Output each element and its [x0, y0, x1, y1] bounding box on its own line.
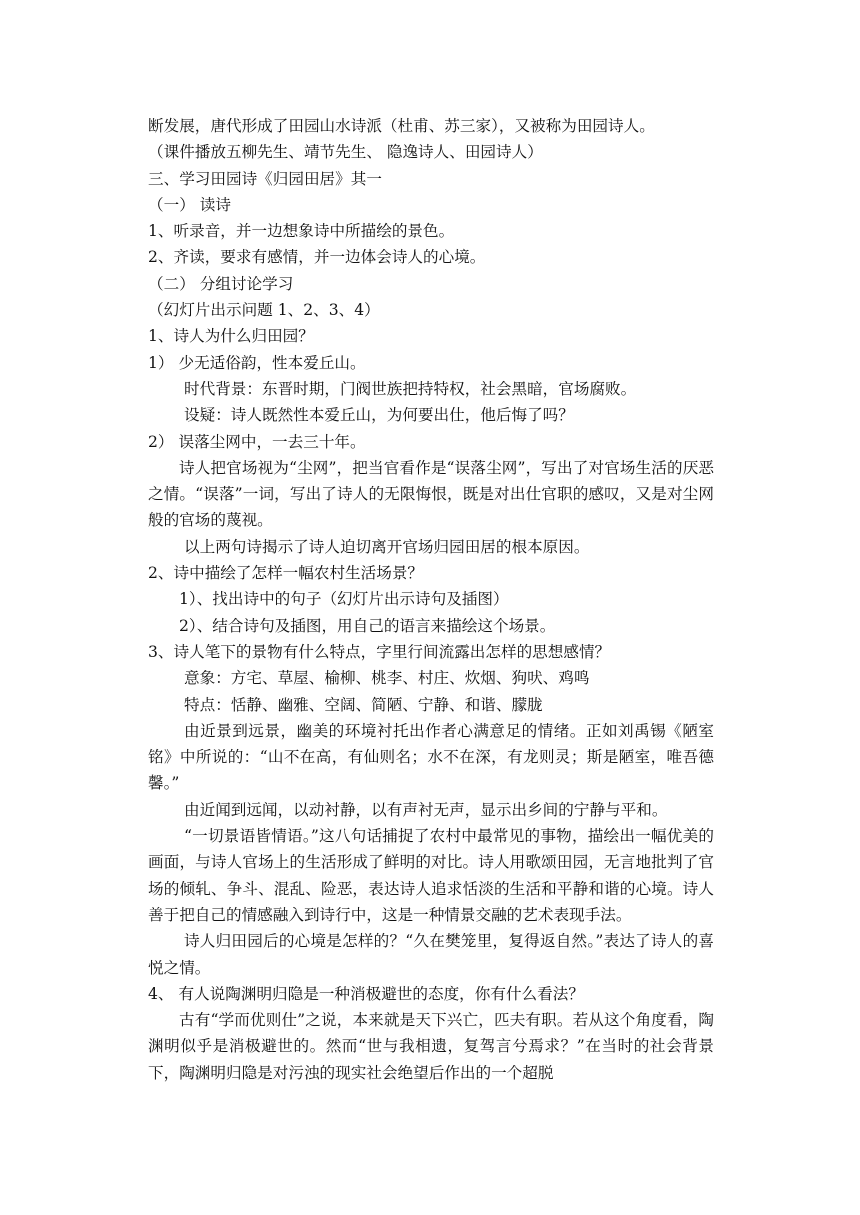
text-line: 2）、结合诗句及插图，用自己的语言来描绘这个场景。 [179, 616, 556, 635]
question-heading: 3、诗人笔下的景物有什么特点，字里行间流露出怎样的思想感情？ [148, 642, 611, 661]
text-line: 由近闻到远闻，以动衬静，以有声衬无声，显示出乡间的宁静与平和。 [184, 800, 668, 819]
section-heading: 三、学习田园诗《归园田居》其一 [148, 169, 382, 188]
document-body [148, 113, 714, 1086]
text-line: 断发展，唐代形成了田园山水诗派（杜甫、苏三家），又被称为田园诗人。 [148, 117, 655, 135]
paragraph: 由近景到远景，幽美的环境衬托出作者心满意足的情绪。正如刘禹锡《陋室铭》中所说的：“山不在高，有仙则名；水不在深，有龙则灵；斯是陋室，唯吾德馨。” [148, 721, 714, 793]
paragraph: 诗人归田园后的心境是怎样的？“久在樊笼里，复得返自然。”表达了诗人的喜悦之情。 [148, 932, 714, 977]
text-line: （课件播放五柳先生、靖节先生、 隐逸诗人、田园诗人） [148, 143, 543, 162]
text-line: 时代背景：东晋时期，门阀世族把持特权，社会黑暗，官场腐败。 [184, 379, 637, 398]
paragraph: “一切景语皆情语。”这八句话捕捉了农村中最常见的事物，描绘出一幅优美的画面，与诗人官场上的生活形成了鲜明的对比。诗人用歌颂田园，无言地批判了官场的倾轧、争斗、混乱、险恶，表达诗人追求恬淡的生活和平静和谐的心境。诗人善于把自己的情感融入到诗行中，这是一种情景交融的艺术表现手法。 [148, 827, 714, 924]
subsection-heading: （二） 分组讨论学习 [148, 274, 294, 293]
text-line: 2、齐读，要求有感情，并一边体会诗人的心境。 [148, 248, 486, 267]
text-line: 2） 误落尘网中，一去三十年。 [148, 432, 366, 451]
text-line: 1）、找出诗中的句子（幻灯片出示诗句及插图） [179, 590, 509, 609]
question-heading: 1、诗人为什么归田园？ [148, 327, 314, 346]
text-line: 1） 少无适俗韵，性本爱丘山。 [148, 353, 366, 372]
paragraph: 诗人把官场视为“尘网”，把当官看作是“误落尘网”，写出了对官场生活的厌恶之情。“误落”一词，写出了诗人的无限悔恨，既是对出仕官职的感叹，又是对尘网般的官场的蔑视。 [148, 458, 714, 530]
text-line: 特点：恬静、幽雅、空阔、简陋、宁静、和谐、朦胧 [184, 695, 543, 714]
text-line: 以上两句诗揭示了诗人迫切离开官场归园田居的根本原因。 [184, 537, 590, 556]
question-heading: 4、 有人说陶渊明归隐是一种消极避世的态度，你有什么看法？ [148, 984, 584, 1003]
text-line: 设疑：诗人既然性本爱丘山，为何要出仕，他后悔了吗？ [184, 406, 574, 425]
text-line: 1、听录音，并一边想象诗中所描绘的景色。 [148, 222, 455, 241]
text-line: （幻灯片出示问题 1、2、3、4） [148, 301, 380, 320]
subsection-heading: （一） 读诗 [148, 195, 231, 214]
question-heading: 2、诗中描绘了怎样一幅农村生活场景？ [148, 564, 424, 583]
text-line: 意象：方宅、草屋、榆柳、桃李、村庄、炊烟、狗吠、鸡鸣 [184, 669, 590, 688]
paragraph: 古有“学而优则仕”之说，本来就是天下兴亡，匹夫有职。若从这个角度看，陶渊明似乎是消极避世的。然而“世与我相遗，复驾言兮焉求？”在当时的社会背景下，陶渊明归隐是对污浊的现实社会绝望后作出的一个超脱 [148, 1011, 714, 1082]
